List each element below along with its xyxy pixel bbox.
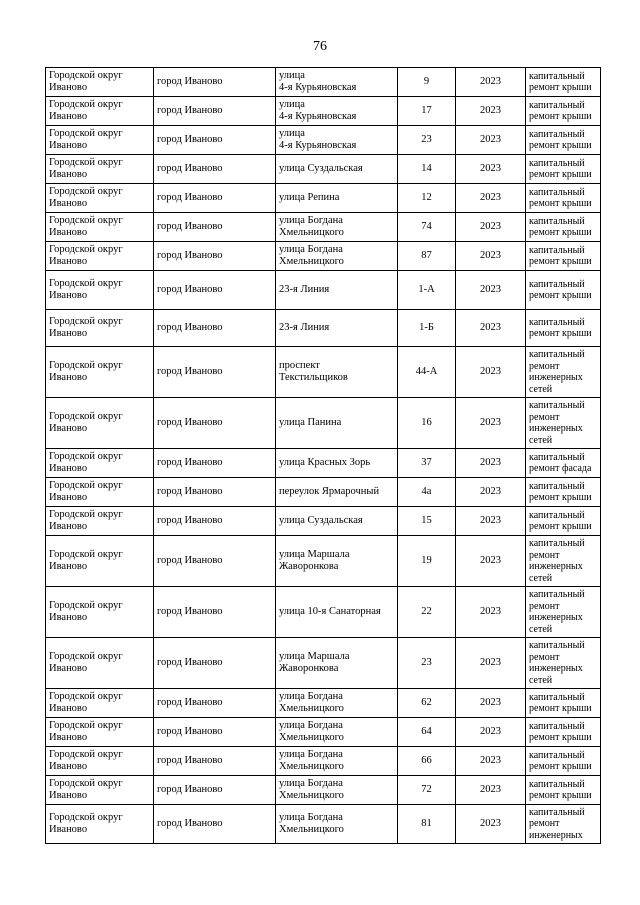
city-cell: город Иваново <box>154 271 276 310</box>
table-row <box>46 587 601 638</box>
table-row <box>46 271 601 310</box>
table-row <box>46 776 601 805</box>
work-type-cell: капитальный ремонт крыши <box>526 97 601 126</box>
district-cell: Городской округ Иваново <box>46 398 154 449</box>
district-cell: Городской округ Иваново <box>46 747 154 776</box>
house-number-cell: 72 <box>398 776 456 805</box>
street-cell: улица Красных Зорь <box>276 449 398 478</box>
house-number-cell: 81 <box>398 805 456 844</box>
year-cell: 2023 <box>456 213 526 242</box>
city-cell: город Иваново <box>154 398 276 449</box>
district-cell: Городской округ Иваново <box>46 242 154 271</box>
city-cell: город Иваново <box>154 638 276 689</box>
house-number-cell: 17 <box>398 97 456 126</box>
district-cell: Городской округ Иваново <box>46 155 154 184</box>
work-type-cell: капитальный ремонт инженерных <box>526 805 601 844</box>
work-type-cell: капитальный ремонт инженерных сетей <box>526 587 601 638</box>
street-cell: переулок Ярмарочный <box>276 478 398 507</box>
district-cell: Городской округ Иваново <box>46 507 154 536</box>
table-row <box>46 184 601 213</box>
district-cell: Городской округ Иваново <box>46 718 154 747</box>
street-cell: улица Суздальская <box>276 507 398 536</box>
city-cell: город Иваново <box>154 310 276 347</box>
city-cell: город Иваново <box>154 536 276 587</box>
year-cell: 2023 <box>456 689 526 718</box>
street-cell: улица Богдана Хмельницкого <box>276 718 398 747</box>
work-type-cell: капитальный ремонт крыши <box>526 689 601 718</box>
work-type-cell: капитальный ремонт крыши <box>526 478 601 507</box>
year-cell: 2023 <box>456 347 526 398</box>
year-cell: 2023 <box>456 587 526 638</box>
work-type-cell: капитальный ремонт крыши <box>526 747 601 776</box>
street-cell: 23-я Линия <box>276 310 398 347</box>
house-number-cell: 9 <box>398 68 456 97</box>
table-row <box>46 747 601 776</box>
city-cell: город Иваново <box>154 68 276 97</box>
district-cell: Городской округ Иваново <box>46 449 154 478</box>
district-cell: Городской округ Иваново <box>46 587 154 638</box>
city-cell: город Иваново <box>154 347 276 398</box>
work-type-cell: капитальный ремонт инженерных сетей <box>526 536 601 587</box>
year-cell: 2023 <box>456 97 526 126</box>
year-cell: 2023 <box>456 718 526 747</box>
year-cell: 2023 <box>456 68 526 97</box>
table-row <box>46 478 601 507</box>
house-number-cell: 14 <box>398 155 456 184</box>
house-number-cell: 87 <box>398 242 456 271</box>
street-cell: улица 4-я Курьяновская <box>276 97 398 126</box>
district-cell: Городской округ Иваново <box>46 213 154 242</box>
year-cell: 2023 <box>456 398 526 449</box>
work-type-cell: капитальный ремонт инженерных сетей <box>526 638 601 689</box>
house-number-cell: 1-Б <box>398 310 456 347</box>
table-row <box>46 689 601 718</box>
year-cell: 2023 <box>456 507 526 536</box>
table-row <box>46 68 601 97</box>
district-cell: Городской округ Иваново <box>46 805 154 844</box>
house-number-cell: 62 <box>398 689 456 718</box>
street-cell: улица Богдана Хмельницкого <box>276 242 398 271</box>
district-cell: Городской округ Иваново <box>46 184 154 213</box>
work-type-cell: капитальный ремонт крыши <box>526 242 601 271</box>
year-cell: 2023 <box>456 126 526 155</box>
street-cell: улица Репина <box>276 184 398 213</box>
table-row <box>46 536 601 587</box>
house-number-cell: 4а <box>398 478 456 507</box>
street-cell: улица Маршала Жаворонкова <box>276 536 398 587</box>
year-cell: 2023 <box>456 155 526 184</box>
district-cell: Городской округ Иваново <box>46 271 154 310</box>
house-number-cell: 44-А <box>398 347 456 398</box>
work-type-cell: капитальный ремонт крыши <box>526 184 601 213</box>
house-number-cell: 16 <box>398 398 456 449</box>
table-body <box>46 68 601 844</box>
work-type-cell: капитальный ремонт крыши <box>526 776 601 805</box>
city-cell: город Иваново <box>154 126 276 155</box>
work-type-cell: капитальный ремонт крыши <box>526 126 601 155</box>
street-cell: улица Панина <box>276 398 398 449</box>
city-cell: город Иваново <box>154 689 276 718</box>
house-number-cell: 1-А <box>398 271 456 310</box>
year-cell: 2023 <box>456 747 526 776</box>
year-cell: 2023 <box>456 805 526 844</box>
city-cell: город Иваново <box>154 776 276 805</box>
table-row <box>46 155 601 184</box>
work-type-cell: капитальный ремонт инженерных сетей <box>526 398 601 449</box>
street-cell: улица Суздальская <box>276 155 398 184</box>
district-cell: Городской округ Иваново <box>46 776 154 805</box>
year-cell: 2023 <box>456 271 526 310</box>
district-cell: Городской округ Иваново <box>46 638 154 689</box>
street-cell: улица Богдана Хмельницкого <box>276 689 398 718</box>
district-cell: Городской округ Иваново <box>46 536 154 587</box>
work-type-cell: капитальный ремонт крыши <box>526 271 601 310</box>
table-row <box>46 97 601 126</box>
city-cell: город Иваново <box>154 155 276 184</box>
street-cell: улица 4-я Курьяновская <box>276 68 398 97</box>
district-cell: Городской округ Иваново <box>46 126 154 155</box>
city-cell: город Иваново <box>154 747 276 776</box>
year-cell: 2023 <box>456 776 526 805</box>
work-type-cell: капитальный ремонт крыши <box>526 507 601 536</box>
street-cell: улица Маршала Жаворонкова <box>276 638 398 689</box>
table-row <box>46 638 601 689</box>
city-cell: город Иваново <box>154 242 276 271</box>
city-cell: город Иваново <box>154 805 276 844</box>
district-cell: Городской округ Иваново <box>46 68 154 97</box>
year-cell: 2023 <box>456 478 526 507</box>
house-number-cell: 15 <box>398 507 456 536</box>
street-cell: улица Богдана Хмельницкого <box>276 805 398 844</box>
work-type-cell: капитальный ремонт крыши <box>526 155 601 184</box>
house-number-cell: 12 <box>398 184 456 213</box>
district-cell: Городской округ Иваново <box>46 347 154 398</box>
table-row <box>46 347 601 398</box>
district-cell: Городской округ Иваново <box>46 310 154 347</box>
city-cell: город Иваново <box>154 184 276 213</box>
city-cell: город Иваново <box>154 213 276 242</box>
year-cell: 2023 <box>456 310 526 347</box>
street-cell: улица Богдана Хмельницкого <box>276 776 398 805</box>
table-row <box>46 398 601 449</box>
work-type-cell: капитальный ремонт крыши <box>526 310 601 347</box>
year-cell: 2023 <box>456 449 526 478</box>
table-row <box>46 126 601 155</box>
house-number-cell: 74 <box>398 213 456 242</box>
district-cell: Городской округ Иваново <box>46 689 154 718</box>
work-type-cell: капитальный ремонт инженерных сетей <box>526 347 601 398</box>
street-cell: улица Богдана Хмельницкого <box>276 747 398 776</box>
table-row <box>46 507 601 536</box>
house-number-cell: 22 <box>398 587 456 638</box>
house-number-cell: 23 <box>398 126 456 155</box>
house-number-cell: 23 <box>398 638 456 689</box>
street-cell: улица Богдана Хмельницкого <box>276 213 398 242</box>
year-cell: 2023 <box>456 536 526 587</box>
work-type-cell: капитальный ремонт крыши <box>526 718 601 747</box>
year-cell: 2023 <box>456 638 526 689</box>
city-cell: город Иваново <box>154 587 276 638</box>
house-number-cell: 19 <box>398 536 456 587</box>
district-cell: Городской округ Иваново <box>46 478 154 507</box>
street-cell: проспект Текстильщиков <box>276 347 398 398</box>
page-number: 76 <box>313 39 327 54</box>
table-row <box>46 449 601 478</box>
work-type-cell: капитальный ремонт крыши <box>526 213 601 242</box>
work-type-cell: капитальный ремонт крыши <box>526 68 601 97</box>
city-cell: город Иваново <box>154 478 276 507</box>
year-cell: 2023 <box>456 184 526 213</box>
street-cell: 23-я Линия <box>276 271 398 310</box>
table-row <box>46 805 601 844</box>
table-row <box>46 310 601 347</box>
house-number-cell: 66 <box>398 747 456 776</box>
repair-table <box>45 67 601 844</box>
table-row <box>46 718 601 747</box>
street-cell: улица 10-я Санаторная <box>276 587 398 638</box>
street-cell: улица 4-я Курьяновская <box>276 126 398 155</box>
city-cell: город Иваново <box>154 507 276 536</box>
house-number-cell: 37 <box>398 449 456 478</box>
city-cell: город Иваново <box>154 449 276 478</box>
work-type-cell: капитальный ремонт фасада <box>526 449 601 478</box>
city-cell: город Иваново <box>154 97 276 126</box>
table-row <box>46 213 601 242</box>
house-number-cell: 64 <box>398 718 456 747</box>
district-cell: Городской округ Иваново <box>46 97 154 126</box>
year-cell: 2023 <box>456 242 526 271</box>
city-cell: город Иваново <box>154 718 276 747</box>
table-row <box>46 242 601 271</box>
